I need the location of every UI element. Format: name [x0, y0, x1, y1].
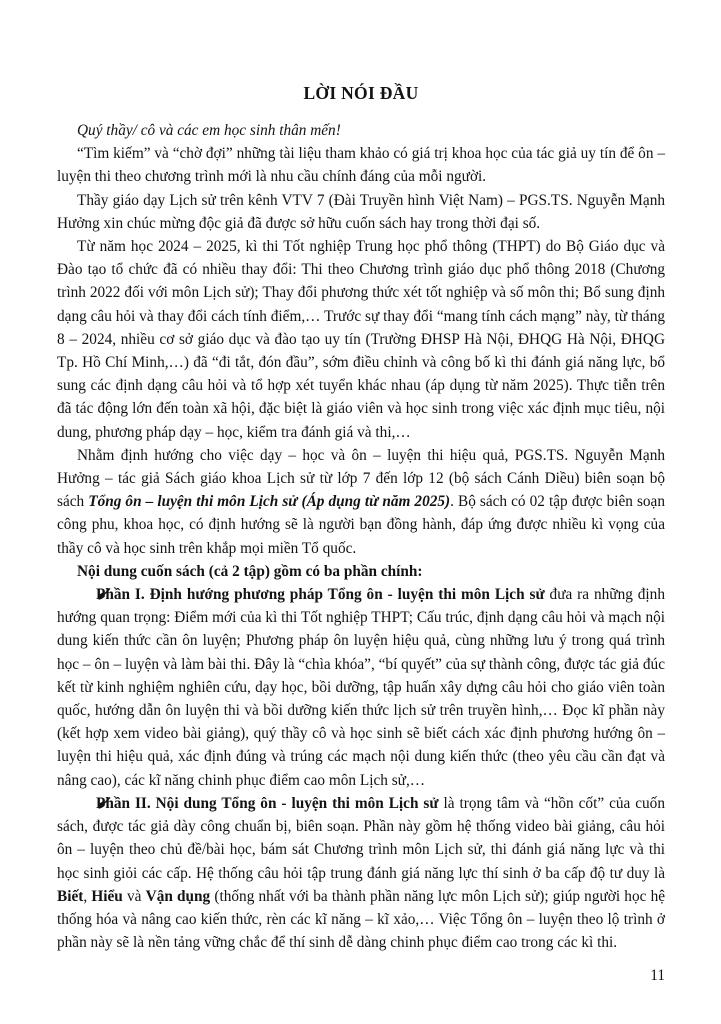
thinking-level-know: Biết [57, 887, 84, 905]
page-body [57, 119, 665, 954]
level-separator: , [83, 887, 92, 905]
book-title: Tổng ôn – luyện thi môn Lịch sử (Áp dụng từ năm 2025) [88, 493, 451, 511]
page-number: 11 [650, 967, 665, 985]
part2-body-post: (thống nhất với ba thành phần năng lực môn Lịch sử); giúp người học hệ thống hóa và nâng cao kiến thức, rèn các kĩ năng – kĩ xảo,… Việc Tổng ôn – luyện theo lộ trình ở phần này sẽ là nền tảng vững chắc để thí sinh dễ dàng chinh phục điểm cao trong các kì thi. [57, 887, 666, 952]
greeting-line: Quý thầy/ cô và các em học sinh thân mến! [77, 122, 341, 139]
paragraph-search: “Tìm kiếm” và “chờ đợi” những tài liệu tham khảo có giá trị khoa học của tác giả uy tín để ôn – luyện thi theo chương trình mới là nhu cầu chính đáng của mỗi người. [57, 145, 665, 186]
part2-body-pre: là trọng tâm và “hồn cốt” của cuốn sách, được tác giả dày công chuẩn bị, biên soạn. Phần này gồm hệ thống video bài giảng, câu hỏi ôn – luyện theo chủ đề/bài học, bám sát Chương trình môn Lịch sử, thi đánh giá năng lực và thi học sinh giỏi các cấp. Hệ thống câu hỏi tập trung đánh giá năng lực thí sinh ở ba cấp độ tư duy là [57, 794, 665, 882]
thinking-level-understand: Hiểu [91, 887, 123, 905]
page-title: LỜI NÓI ĐẦU [303, 83, 419, 103]
pen-nib-icon [77, 583, 91, 596]
level-separator: và [122, 887, 146, 905]
orientation-text-post: . Bộ sách có 02 tập được biên soạn công phu, khoa học, có định hướng sẽ là người bạn đồng hành, đáp ứng được nhiều kì vọng của thầy cô và học sinh trên khắp mọi miền Tổ quốc. [57, 493, 665, 557]
paragraph-orientation [57, 444, 665, 560]
paragraph-teacher: Thầy giáo dạy Lịch sử trên kênh VTV 7 (Đài Truyền hình Việt Nam) – PGS.TS. Nguyễn Mạnh Hưởng xin chúc mừng độc giả đã được sở hữu cuốn sách hay trong thời đại số. [57, 191, 665, 232]
paragraph-exam-changes: Từ năm học 2024 – 2025, kì thi Tốt nghiệp Trung học phổ thông (THPT) do Bộ Giáo dục và Đào tạo tổ chức đã có nhiều thay đổi: Thi theo Chương trình giáo dục phổ thông 2018 (Chương trình 2022 đối với môn Lịch sử); Thay đổi phương thức xét tốt nghiệp và số môn thi; Bổ sung định dạng câu hỏi và thay đổi cách tính điểm,… Trước sự thay đổi “mang tính cách mạng” này, từ tháng 8 – 2024, nhiều cơ sở giáo dục và đào tạo uy tín (Trường ĐHSP Hà Nội, ĐHQG Hà Nội, ĐHQG Tp. Hồ Chí Minh,…) đã “đi tắt, đón đầu”, sớm điều chỉnh và công bố kì thi đánh giá năng lực, bổ sung các định dạng câu hỏi và tổ hợp xét tuyển khác nhau (áp dụng từ năm 2025). Thực tiễn trên đã tác động lớn đến toàn xã hội, đặc biệt là giáo viên và học sinh trong việc xác định mục tiêu, nội dung, phương pháp dạy – học, kiểm tra đánh giá và thi,… [57, 238, 665, 441]
part1-title: Phần I. Định hướng phương pháp Tổng ôn - luyện thi môn Lịch sử [96, 586, 545, 604]
part2-paragraph [57, 792, 665, 954]
part2-title: Phần II. Nội dung Tổng ôn - luyện thi môn Lịch sử [96, 794, 439, 812]
pen-nib-icon [77, 792, 91, 805]
part1-paragraph [57, 583, 665, 792]
thinking-level-apply: Vận dụng [145, 887, 211, 905]
orientation-text-pre: Nhằm định hướng cho việc dạy – học và ôn – luyện thi hiệu quả, PGS.TS. Nguyễn Mạnh Hưởng – tác giả Sách giáo khoa Lịch sử từ lớp 7 đến lớp 12 (bộ sách Cánh Diều) biên soạn bộ sách [57, 446, 665, 511]
part1-body: đưa ra những định hướng quan trọng: Điểm mới của kì thi Tốt nghiệp THPT; Cấu trúc, định dạng câu hỏi và mạch nội dung kiến thức cần ôn luyện; Phương pháp ôn luyện hiệu quả, cùng những lưu ý trong quá trình học – ôn – luyện và làm bài thi. Đây là “chìa khóa”, “bí quyết” của sự thành công, được tác giả đúc kết từ kinh nghiệm nghiên cứu, dạy học, bồi dưỡng, tập huấn xây dựng câu hỏi cho giáo viên toàn quốc, hướng dẫn ôn luyện thi và bồi dưỡng kiến thức lịch sử trên truyền hình,… Đọc kĩ phần này (kết hợp xem video bài giảng), quý thầy cô và học sinh sẽ biết cách xác định phương hướng ôn – luyện thi hiệu quả, xác định đúng và trúng các mạch nội dung kiến thức (theo yêu cầu cần đạt và nâng cao), các kĩ năng chinh phục điểm cao môn Lịch sử,… [57, 586, 665, 789]
contents-heading: Nội dung cuốn sách (cả 2 tập) gồm có ba phần chính: [77, 562, 423, 580]
